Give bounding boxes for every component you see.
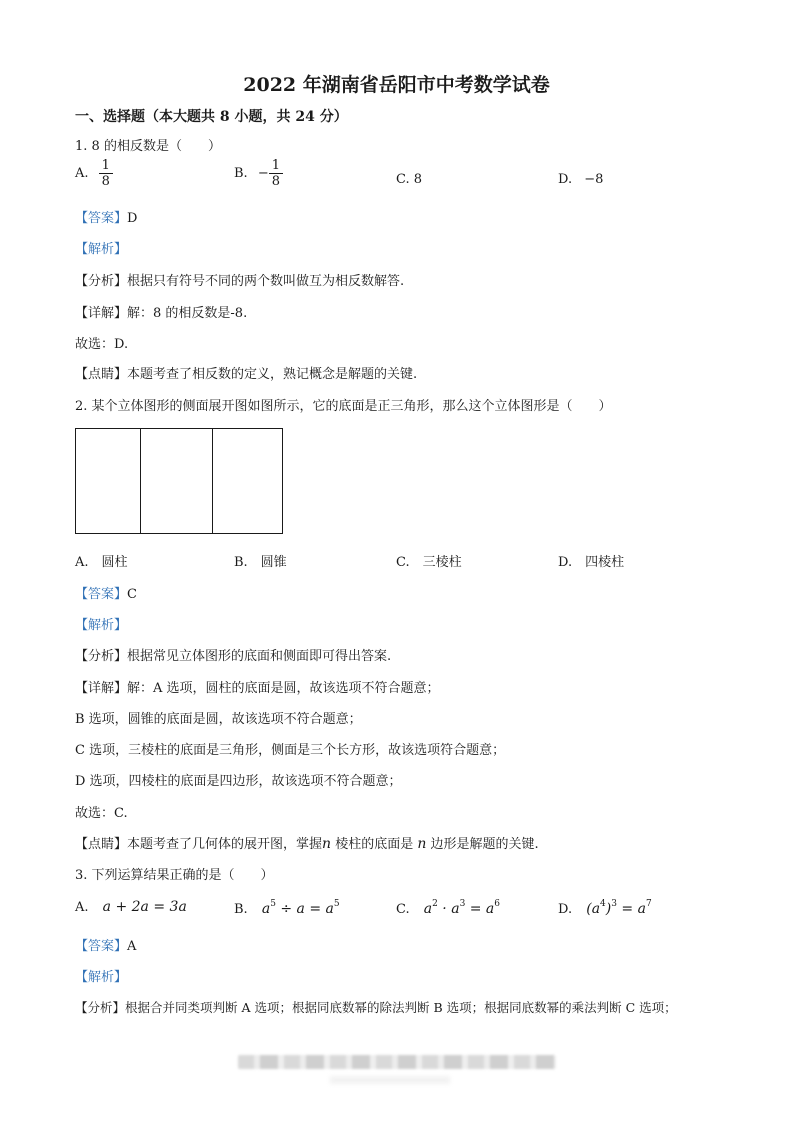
q3-stem: 3. 下列运算结果正确的是（ ） bbox=[75, 868, 274, 883]
q2-net-divider-2 bbox=[212, 429, 213, 533]
q3-fenxi: 【分析】根据合并同类项判断 A 选项；根据同底数幂的除法判断 B 选项；根据同底数幂的乘法判断 C 选项； bbox=[75, 1000, 677, 1015]
q2-option-a: A. 圆柱 bbox=[75, 555, 128, 570]
q2-option-d: D. 四棱柱 bbox=[558, 555, 625, 570]
q2-net-figure bbox=[75, 428, 283, 534]
q1-option-c: C. 8 bbox=[396, 172, 423, 187]
q1-guxuan: 故选：D. bbox=[75, 337, 129, 352]
q1-dianjing: 【点睛】本题考查了相反数的定义，熟记概念是解题的关键. bbox=[75, 367, 418, 382]
q2-xiangjie: 【详解】解：A 选项，圆柱的底面是圆，故该选项不符合题意； bbox=[75, 681, 440, 696]
q3-option-d: D. $(a^4)^3 = a^7$ bbox=[558, 899, 652, 917]
q1-fenxi: 【分析】根据只有符号不同的两个数叫做互为相反数解答. bbox=[75, 274, 405, 289]
q3-option-b: B. $a^5 \div a = a^5$ bbox=[234, 899, 340, 917]
q2-analysis-tag: 【解析】 bbox=[75, 618, 128, 633]
q1-option-a: A. $\frac{1}{8}$ bbox=[75, 158, 113, 189]
q2-line-d: D 选项，四棱柱的底面是四边形，故该选项不符合题意； bbox=[75, 774, 402, 789]
q2-option-b: B. 圆锥 bbox=[234, 555, 287, 570]
q2-stem: 2. 某个立体图形的侧面展开图如图所示，它的底面是正三角形，那么这个立体图形是（ ） bbox=[75, 399, 612, 414]
q3-option-a: A. a + 2a = 3a bbox=[75, 899, 187, 915]
q2-dianjing: 【点睛】本题考查了几何体的展开图，掌握n 棱柱的底面是 n 边形是解题的关键. bbox=[75, 836, 539, 852]
q2-option-c: C. 三棱柱 bbox=[396, 555, 462, 570]
q2-line-b: B 选项，圆锥的底面是圆，故该选项不符合题意； bbox=[75, 712, 362, 727]
q1-analysis-tag: 【解析】 bbox=[75, 242, 128, 257]
q1-option-d: D. −8 bbox=[558, 172, 604, 187]
blurred-footer-watermark bbox=[238, 1055, 556, 1069]
q3-option-c: C. $a^2 \cdot a^3 = a^6$ bbox=[396, 899, 501, 917]
q1-answer: 【答案】D bbox=[75, 211, 138, 226]
q2-answer: 【答案】C bbox=[75, 587, 137, 602]
blurred-footer-watermark-2 bbox=[330, 1076, 450, 1084]
q2-net-divider-1 bbox=[140, 429, 141, 533]
q2-line-c: C 选项，三棱柱的底面是三角形，侧面是三个长方形，故该选项符合题意； bbox=[75, 743, 506, 758]
q2-guxuan: 故选：C. bbox=[75, 806, 128, 821]
q1-stem: 1. 8 的相反数是（ ） bbox=[75, 139, 221, 154]
page-title: 2022 年湖南省岳阳市中考数学试卷 bbox=[243, 74, 550, 96]
section-heading: 一、选择题（本大题共 8 小题，共 24 分） bbox=[75, 109, 348, 125]
q1-option-b: B. − $\frac{1}{8}$ bbox=[234, 158, 283, 189]
q1-xiangjie: 【详解】解：8 的相反数是-8. bbox=[75, 306, 248, 321]
q3-answer: 【答案】A bbox=[75, 939, 137, 954]
q3-analysis-tag: 【解析】 bbox=[75, 970, 128, 985]
q2-fenxi: 【分析】根据常见立体图形的底面和侧面即可得出答案. bbox=[75, 649, 392, 664]
